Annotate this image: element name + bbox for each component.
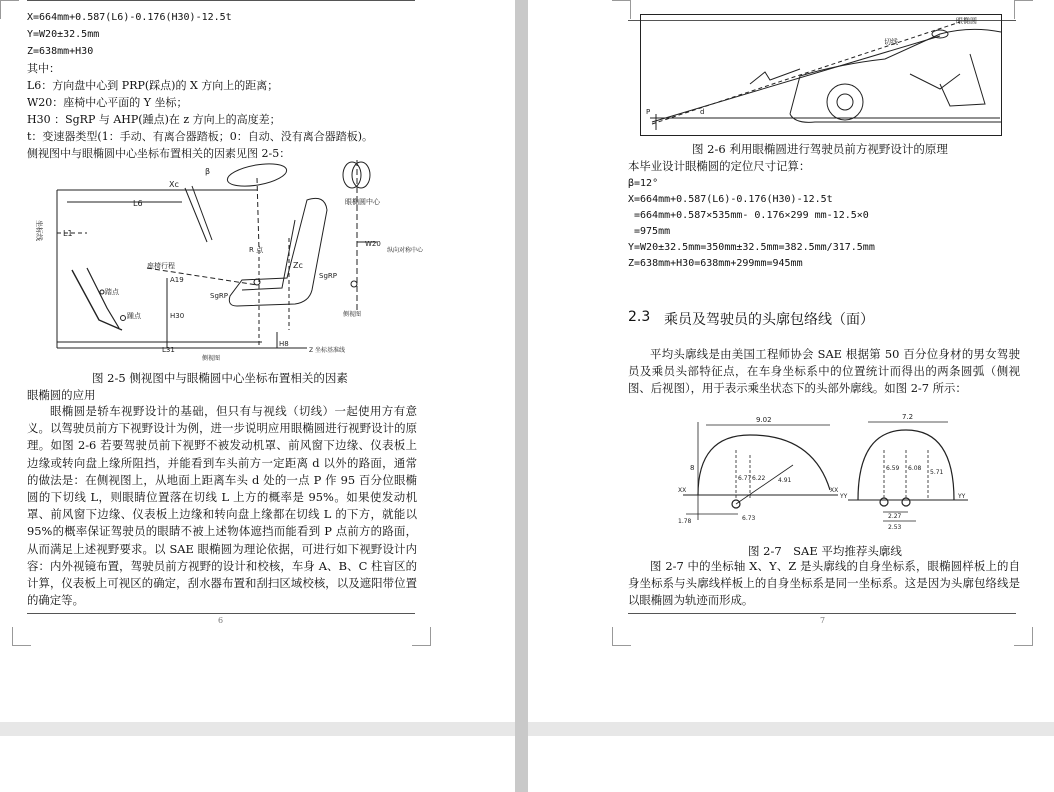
- dim-7-2: 7.2: [902, 413, 914, 421]
- figure-2-7-diagram: [678, 410, 978, 535]
- label-d: d: [700, 108, 705, 116]
- formula-z: Z=638mm+H30: [27, 46, 94, 57]
- label-r-point: R 点: [249, 246, 264, 254]
- dim-6-59: 6.59: [886, 465, 900, 472]
- next-page-left: [0, 736, 515, 792]
- figure-2-5-diagram: [27, 160, 424, 365]
- label-a19: A19: [170, 276, 184, 284]
- document-page-6: [0, 0, 515, 722]
- label-beta: β: [205, 167, 211, 176]
- page-corner-mark: [12, 627, 31, 646]
- label-side-view-2: 侧视图: [343, 311, 362, 318]
- label-h30: H30: [170, 312, 185, 320]
- dim-6-22: 6.22: [752, 475, 766, 482]
- page-number: 7: [820, 616, 826, 625]
- figure-2-7-caption: 图 2-7 SAE 平均推荐头廓线: [748, 544, 902, 558]
- dim-9-02: 9.02: [756, 416, 772, 424]
- page-corner-mark: [1014, 627, 1033, 646]
- page-corner-mark: [1014, 0, 1033, 19]
- label-p: P: [646, 108, 651, 116]
- label-l1: L1: [63, 229, 73, 238]
- label-sgrp: SgRP: [210, 292, 228, 300]
- paragraph-eye-ellipse: 眼椭圆是轿车视野设计的基础，但只有与视线（切线）一起使用方有意义。以驾驶员前方下视野设计为例，进一步说明应用眼椭圆进行视野设计的原理。如图 2-6 若要驾驶员前下视野不被发动机罩、前风窗下边缘、仪表板上边缘或转向盘上缘所阻挡，并能看到车头前方一定距离 d 以外的路面，通常的做法是：在侧视图上，从地面上距离车头 d 处的一点 P 作 95 百分位眼椭圆的下切线 L，则眼睛位置落在切线 L 上方的概率是 95%。如果使发动机罩、前风窗下边缘、仪表板上边缘和转向盘上缘都在切线 L 的下方，就能以 95%的概率保证驾驶员的眼睛不被上述物体遮挡而能看到 P 点前方的路面，从而满足上述视野要求。以 SAE 眼椭圆为理论依据，可进行如下视野设计内容：内外视镜布置，驾驶员前方视野的设计和校核，车身 A、B、C 柱盲区的计算，仪表板上可视区的确定，刮水器布置和刮扫区域校核，以及遮阳带位置的确定等。: [27, 404, 417, 608]
- label-zc: Zc: [293, 261, 303, 270]
- where-label: 其中：: [27, 62, 60, 75]
- dim-4-91: 4.91: [778, 477, 792, 484]
- label-sgrp-side: SgRP: [319, 272, 337, 280]
- label-side-view: 侧视图: [202, 355, 221, 362]
- calc-beta: β=12°: [628, 178, 659, 189]
- label-seat-travel: 座椅行程: [147, 262, 175, 270]
- definition-h30: H30 ：SgRP 与 AHP(踵点)在 z 方向上的高度差；: [27, 113, 281, 126]
- section-title-head-contour: 乘员及驾驶员的头廓包络线（面）: [664, 312, 874, 328]
- figure-2-6-caption: 图 2-6 利用眼椭圆进行驾驶员前方视野设计的原理: [692, 142, 948, 156]
- page-corner-mark: [0, 0, 19, 19]
- label-eye-ellipse: 眼椭圆: [956, 17, 977, 25]
- axis-xx-left: XX: [678, 487, 687, 494]
- dim-2-27: 2.27: [888, 513, 902, 520]
- page-corner-mark: [412, 627, 431, 646]
- label-pedal: 踏点: [105, 288, 119, 296]
- section-number: 2.3: [628, 309, 651, 325]
- label-xc: Xc: [169, 180, 179, 189]
- label-w20: W20: [365, 240, 381, 248]
- calc-x-substitution: =664mm+0.587×535mm- 0.176×299 mm-12.5×0: [634, 210, 869, 221]
- definition-w20: W20：座椅中心平面的 Y 坐标；: [27, 96, 188, 109]
- label-seat-axis: 坐标线: [35, 220, 43, 241]
- label-z-base: Z 坐标基准线: [309, 347, 346, 354]
- label-eye-center: 眼椭圆中心: [345, 198, 380, 206]
- dim-2-53: 2.53: [888, 524, 902, 531]
- section-title-eye-ellipse: 眼椭圆的应用: [27, 388, 96, 402]
- label-vertical-plane: 纵向对称中心: [387, 247, 424, 254]
- calc-x-formula: X=664mm+0.587(L6)-0.176(H30)-12.5t: [628, 194, 833, 205]
- formula-y: Y=W20±32.5mm: [27, 29, 100, 40]
- dim-6-73: 6.73: [742, 515, 756, 522]
- figure-2-6-diagram: [640, 14, 1002, 136]
- label-tangent: 切线: [884, 38, 898, 46]
- header-rule: [27, 0, 415, 1]
- figure-intro: 侧视图中与眼椭圆中心坐标布置相关的因素见图 2-5：: [27, 147, 291, 160]
- dim-6-08: 6.08: [908, 465, 922, 472]
- document-page-7: [528, 0, 1054, 722]
- label-l6: L6: [133, 199, 143, 208]
- dim-8: 8: [690, 464, 695, 472]
- page-number: 6: [218, 616, 224, 625]
- axis-yy-left: YY: [840, 493, 848, 500]
- page-gutter: [515, 0, 528, 792]
- footer-rule: [628, 613, 1016, 614]
- calc-intro: 本毕业设计眼椭圆的定位尺寸记算：: [628, 159, 811, 173]
- label-heel: 踵点: [127, 312, 141, 320]
- paragraph-head-contour: 平均头廓线是由美国工程师协会 SAE 根据第 50 百分位身材的男女驾驶员及乘员头部特征点，在车身坐标系中的位置统计而得出的两条圆弧（侧视图、后视图），用于表示乘坐状态下的头部外廓线。如图 2-7 所示：: [628, 347, 1020, 396]
- axis-yy-right: YY: [958, 493, 966, 500]
- label-l31: L31: [162, 346, 175, 354]
- page-corner-mark: [612, 0, 631, 19]
- dim-6-77: 6.77: [738, 475, 752, 482]
- axis-xx-right: XX: [830, 487, 839, 494]
- footer-rule: [27, 613, 415, 614]
- calc-z: Z=638mm+H30=638mm+299mm=945mm: [628, 258, 803, 269]
- calc-x-result: =975mm: [634, 226, 671, 237]
- label-h8: H8: [279, 340, 289, 348]
- page-corner-mark: [612, 627, 631, 646]
- paragraph-coordinate-system: 图 2-7 中的坐标轴 X、Y、Z 是头廓线的自身坐标系，眼椭圆样板上的自身坐标系与头廓线样板上的自身坐标系是同一坐标系。这是因为头廓包络线是以眼椭圆为轨迹而形成。: [628, 559, 1020, 608]
- calc-y: Y=W20±32.5mm=350mm±32.5mm=382.5mm/317.5mm: [628, 242, 875, 253]
- definition-l6: L6：方向盘中心到 PRP(踩点)的 X 方向上的距离；: [27, 79, 279, 92]
- dim-1-78: 1.78: [678, 518, 692, 525]
- next-page-right: [528, 736, 1054, 792]
- formula-x: X=664mm+0.587(L6)-0.176(H30)-12.5t: [27, 12, 232, 23]
- dim-5-71: 5.71: [930, 469, 944, 476]
- figure-2-5-caption: 图 2-5 侧视图中与眼椭圆中心坐标布置相关的因素: [92, 371, 348, 385]
- definition-t: t：变速器类型(1：手动、有离合器踏板；0：自动、没有离合器踏板)。: [27, 130, 373, 143]
